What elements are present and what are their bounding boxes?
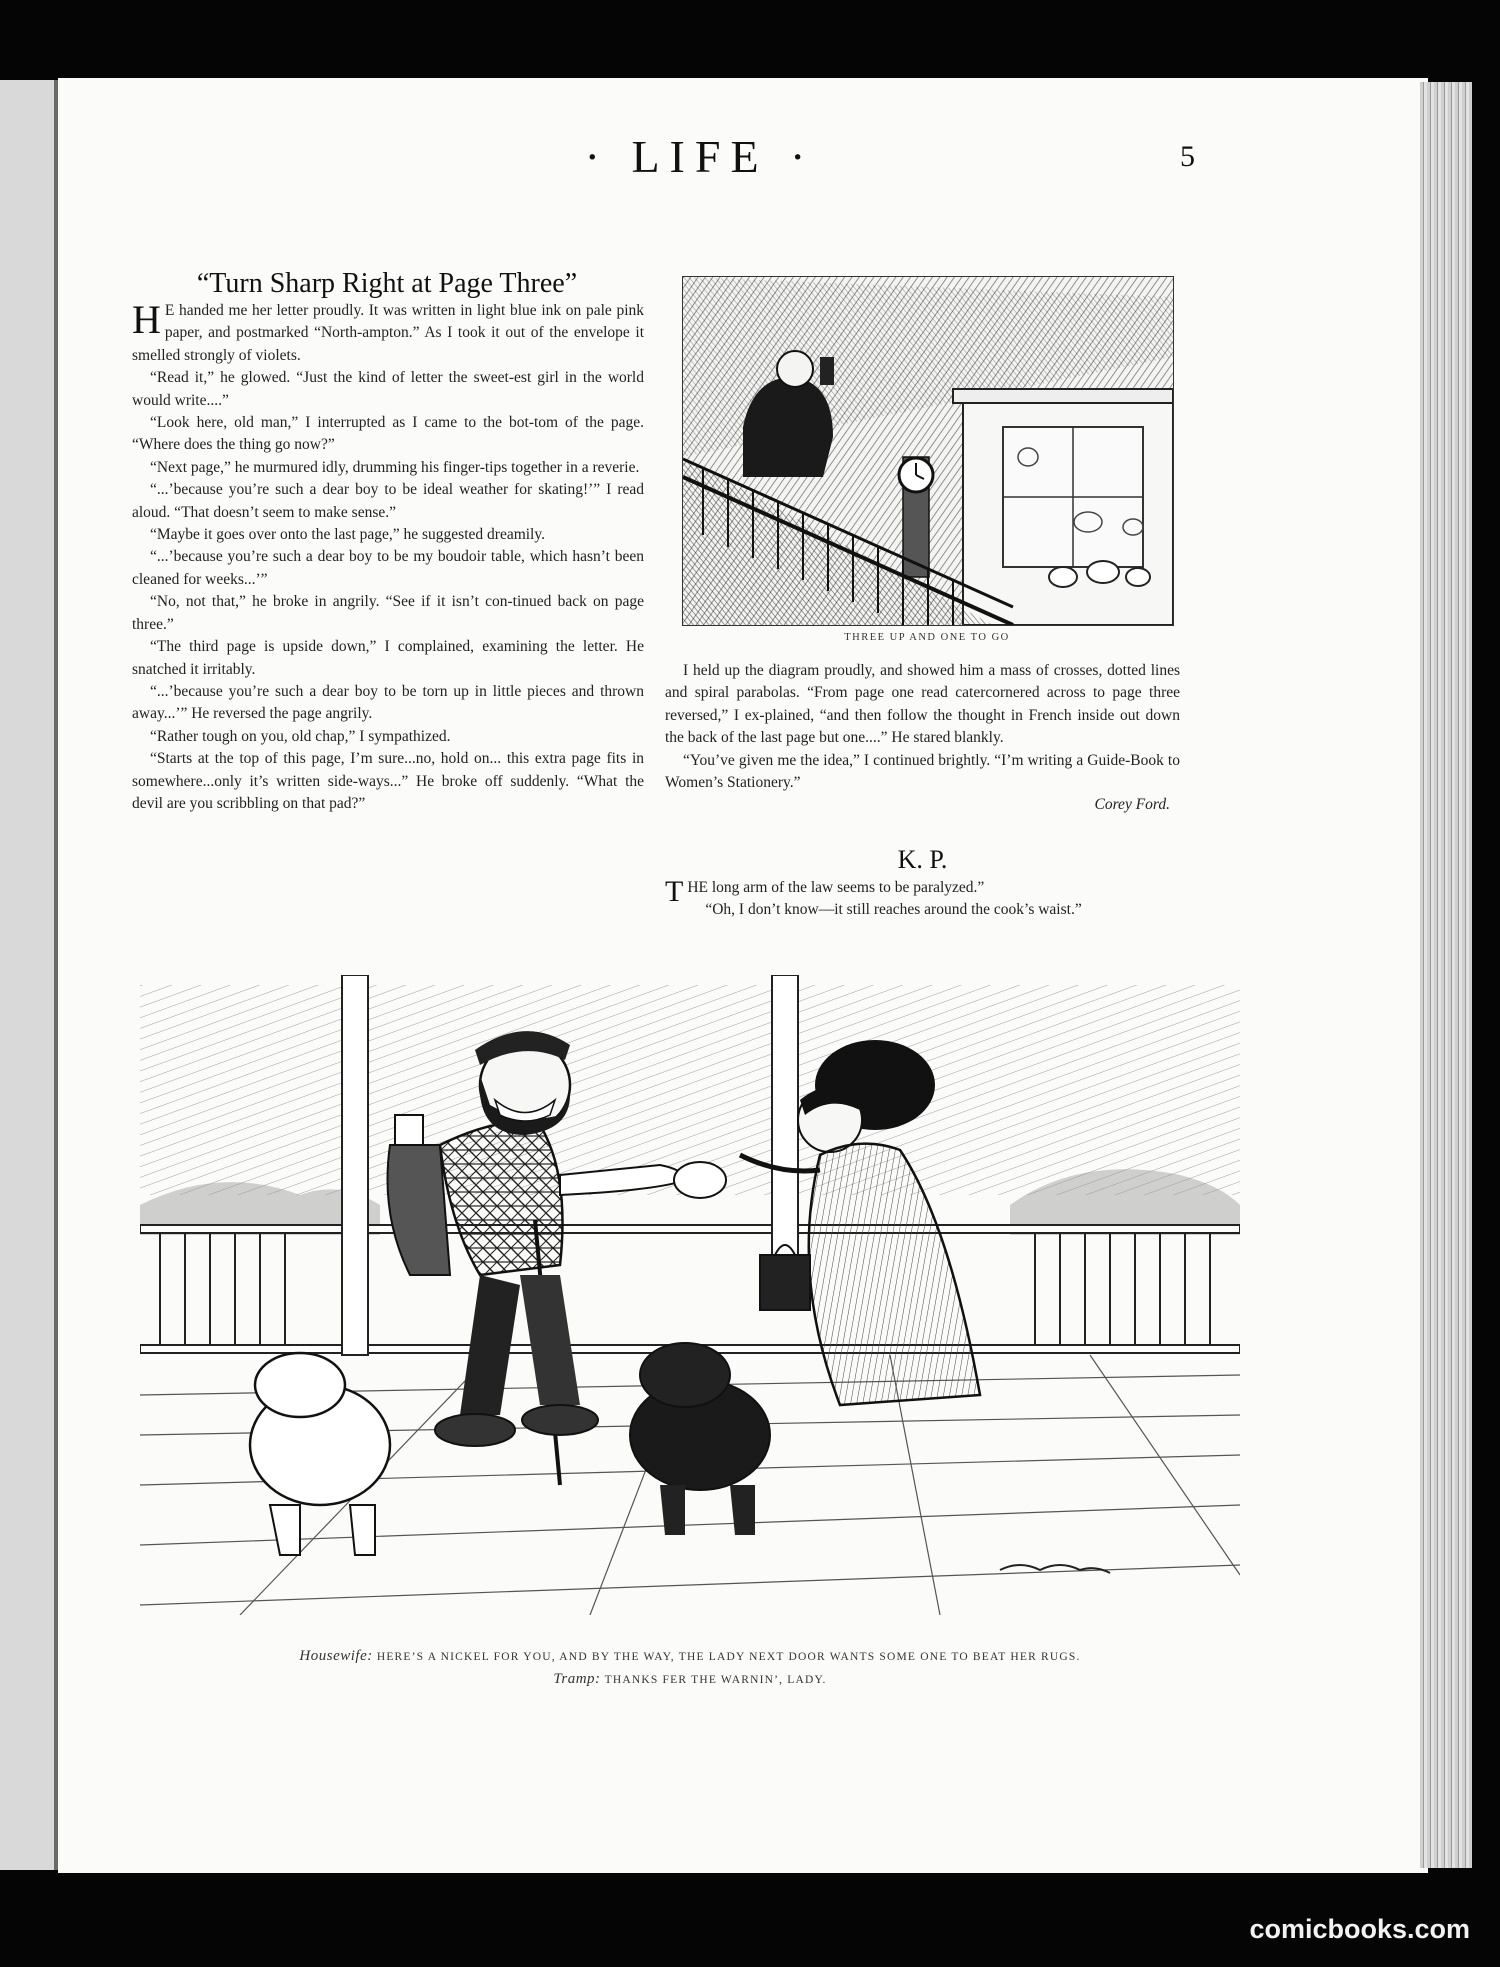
article-paragraph: “The third page is upside down,” I complained, examining the letter. He snatched it irritably.: [132, 638, 644, 678]
cartoon-caption: [140, 1645, 1240, 1691]
kp-line: “Oh, I don’t know—it still reaches around the cook’s waist.”: [705, 901, 1082, 919]
article-paragraph: “Next page,” he murmured idly, drumming his finger-tips together in a reverie.: [150, 458, 640, 476]
article-paragraph: “Maybe it goes over onto the last page,” he suggested dreamily.: [150, 526, 545, 544]
drop-cap: T: [665, 875, 684, 908]
article-paragraph: “...’because you’re such a dear boy to be ideal weather for skating!’” I read aloud. “That doesn’t seem to make sense.”: [132, 481, 644, 521]
article-paragraph: I held up the diagram proudly, and showed him a mass of crosses, dotted lines and spiral parabolas. “From page one read catercornered across to page three reversed,” I ex-plained, “and then follow the thought in French inside out down the back of the last page but one....” He stared blankly.: [665, 662, 1180, 747]
article-paragraph: “...’because you’re such a dear boy to be torn up in little pieces and thrown away...’” He reversed the page angrily.: [132, 682, 644, 723]
page-number: 5: [1180, 140, 1195, 173]
kp-joke: [665, 877, 1180, 922]
article-paragraph: “Read it,” he glowed. “Just the kind of letter the sweet-est girl in the world would write....”: [132, 369, 644, 409]
article-paragraph: “Starts at the top of this page, I’m sure...no, hold on... this extra page fits in somewhere...only it’s written side-ways...” He broke off suddenly. “What the devil are you scribbling on that pad?”: [132, 750, 644, 812]
watermark: comicbooks.com: [1249, 1914, 1470, 1944]
article-paragraph: “...’because you’re such a dear boy to be my boudoir table, which hasn’t been cleaned for weeks...’”: [132, 548, 644, 588]
caption-text: HERE’S A NICKEL FOR YOU, AND BY THE WAY, THE LADY NEXT DOOR WANTS SOME ONE TO BEAT HER RUGS.: [376, 1651, 1081, 1663]
author-signature: Corey Ford.: [1094, 796, 1170, 814]
article-left-column: [132, 297, 644, 815]
kp-title: K. P.: [897, 845, 948, 874]
illustration-caption: THREE UP AND ONE TO GO: [844, 632, 1010, 643]
article-paragraph: “You’ve given me the idea,” I continued brightly. “I’m writing a Guide-Book to Women’s Stationery.”: [665, 751, 1180, 792]
speaker-tramp: Tramp:: [553, 1671, 601, 1687]
masthead: · LIFE ·: [584, 131, 816, 182]
caption-line-housewife: [140, 1645, 1240, 1668]
left-page-edge: [0, 80, 58, 1870]
article-paragraph: “Look here, old man,” I interrupted as I came to the bot-tom of the page. “Where does the thing go now?”: [132, 414, 644, 454]
tramp-cartoon-illustration: [140, 975, 1240, 1615]
article-paragraph: “Rather tough on you, old chap,” I sympathized.: [150, 727, 451, 745]
page-stack-edges: [1420, 82, 1472, 1868]
article-paragraph: H E handed me her letter proudly. It was written in light blue ink on pale pink paper, and postmarked “North-ampton.” As I took it out of the envelope it smelled strongly of violets.: [132, 297, 644, 364]
article-paragraph: “No, not that,” he broke in angrily. “See if it isn’t con-tinued back on page three.”: [132, 593, 644, 633]
drop-cap: H: [132, 297, 161, 342]
kp-line: THE long arm of the law seems to be paralyzed.”: [665, 875, 985, 908]
speaker-housewife: Housewife:: [299, 1648, 373, 1664]
article-right-column: [665, 660, 1180, 817]
caption-line-tramp: [140, 1668, 1240, 1691]
staircase-illustration: [682, 276, 1174, 626]
article-title: “Turn Sharp Right at Page Three”: [196, 268, 578, 299]
caption-text: THANKS FER THE WARNIN’, LADY.: [604, 1674, 827, 1686]
